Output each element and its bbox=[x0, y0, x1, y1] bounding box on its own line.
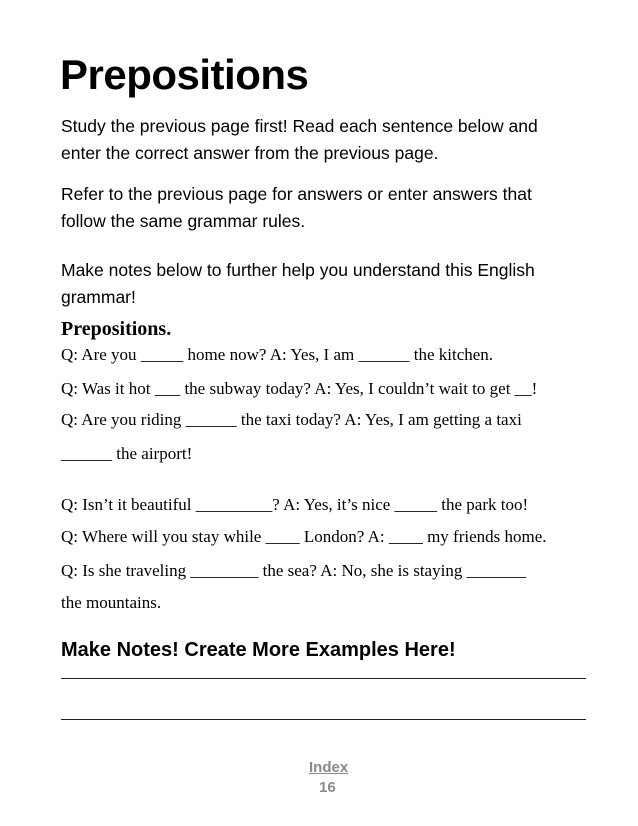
notes-heading: Make Notes! Create More Examples Here! bbox=[61, 639, 456, 661]
page-number: 16 bbox=[319, 779, 336, 796]
instruction-paragraph-2: Refer to the previous page for answers or enter answers that follow the same grammar rules. bbox=[61, 184, 532, 231]
notes-line bbox=[61, 719, 586, 720]
exercise-line: Q: Was it hot ___ the subway today? A: Yes, I couldn’t wait to get __! bbox=[61, 379, 538, 398]
exercise-line: Q: Isn’t it beautiful _________? A: Yes, it’s nice _____ the park too! bbox=[61, 495, 529, 514]
page-title: Prepositions bbox=[60, 51, 309, 98]
exercise-line: Q: Where will you stay while ____ London? A: ____ my friends home. bbox=[61, 527, 547, 546]
exercise-line: the mountains. bbox=[61, 593, 162, 612]
instruction-paragraph-1: Study the previous page first! Read each sentence below and enter the correct answer from the previous page. bbox=[61, 116, 538, 163]
exercise-heading: Prepositions. bbox=[61, 318, 172, 340]
exercise-line: Q: Are you riding ______ the taxi today? A: Yes, I am getting a taxi bbox=[61, 410, 522, 429]
exercise-line: Q: Is she traveling ________ the sea? A: No, she is staying _______ bbox=[61, 561, 527, 580]
exercise-line: Q: Are you _____ home now? A: Yes, I am ______ the kitchen. bbox=[61, 345, 494, 364]
instruction-paragraph-3: Make notes below to further help you understand this English grammar! bbox=[61, 260, 535, 307]
index-link[interactable]: Index bbox=[309, 759, 349, 776]
exercise-line: ______ the airport! bbox=[61, 444, 193, 463]
notes-line bbox=[61, 678, 586, 679]
